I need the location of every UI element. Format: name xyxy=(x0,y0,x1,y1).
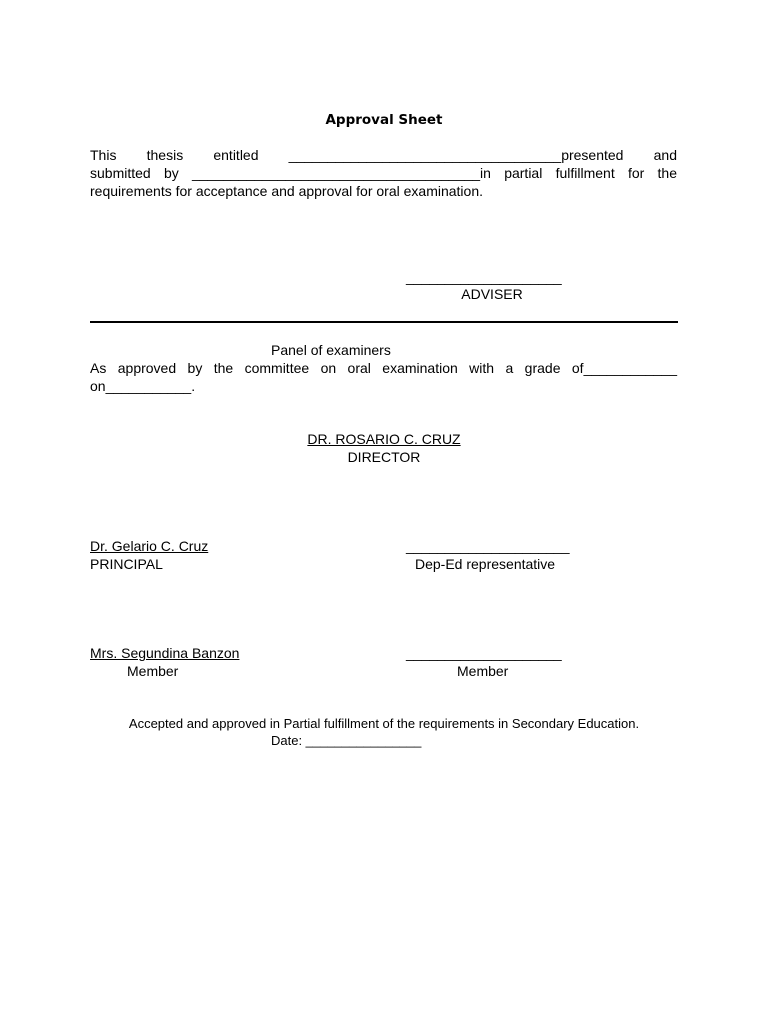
director-name: DR. ROSARIO C. CRUZ xyxy=(307,431,461,447)
intro-line-3: requirements for acceptance and approval for oral examination. xyxy=(90,183,483,199)
panel-line-2: on___________. xyxy=(90,378,196,394)
date-line: Date: ________________ xyxy=(271,733,422,748)
document-title: Approval Sheet xyxy=(325,112,443,128)
director-role: DIRECTOR xyxy=(347,449,421,465)
deped-role: Dep-Ed representative xyxy=(415,556,556,572)
panel-heading: Panel of examiners xyxy=(271,342,391,358)
adviser-label: ADVISER xyxy=(461,286,523,302)
principal-name: Dr. Gelario C. Cruz xyxy=(90,538,209,554)
adviser-signature-line: ____________________ xyxy=(406,269,562,285)
member-1-role: Member xyxy=(127,663,179,679)
member-1-name: Mrs. Segundina Banzon xyxy=(90,645,240,661)
panel-line-1: As approved by the committee on oral examination with a grade of____________ xyxy=(90,360,677,376)
member-2-role: Member xyxy=(457,663,509,679)
deped-signature-line: _____________________ xyxy=(406,538,570,554)
acceptance-statement: Accepted and approved in Partial fulfillment of the requirements in Secondary Education. xyxy=(128,716,640,731)
principal-role: PRINCIPAL xyxy=(90,556,163,572)
intro-line-2: submitted by _____________________________________in partial fulfillment for the xyxy=(90,165,677,181)
intro-line-1: This thesis entitled ___________________________________presented and xyxy=(90,147,677,163)
member-2-signature-line: ____________________ xyxy=(406,645,562,661)
section-divider xyxy=(90,321,678,323)
